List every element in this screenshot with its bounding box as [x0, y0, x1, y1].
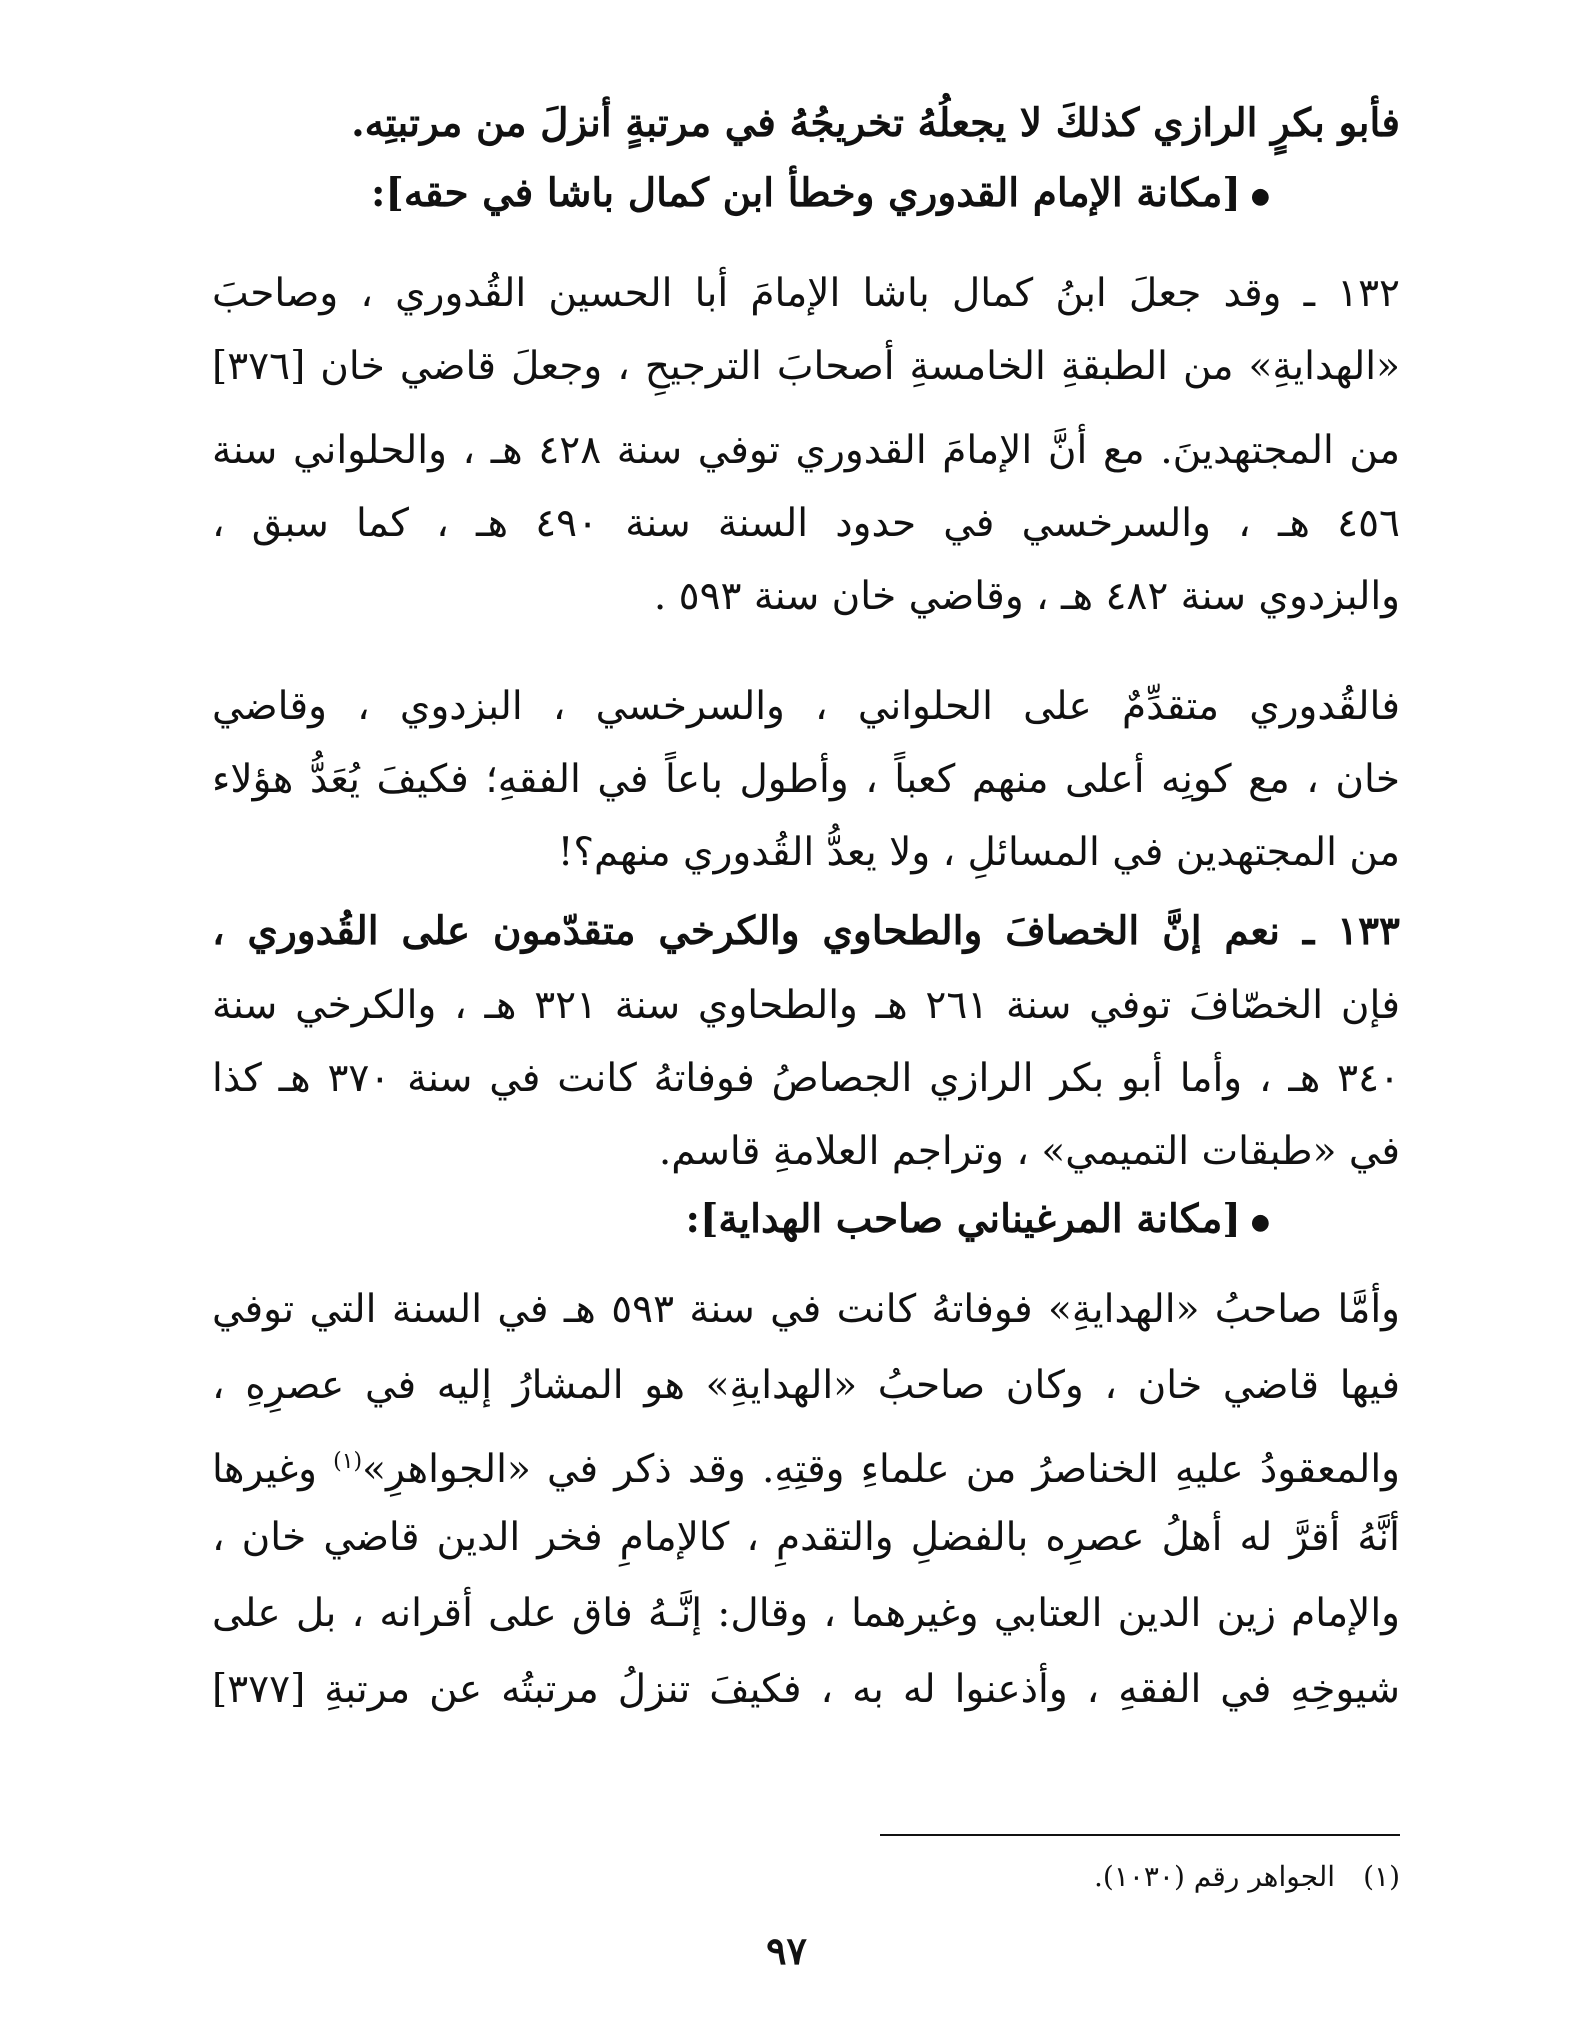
footnote-ref[interactable]: (١) — [333, 1449, 363, 1474]
text-line-17 — [212, 1347, 1400, 1424]
text-line-16 — [212, 1271, 1400, 1348]
section-heading-qudouri — [212, 155, 1270, 235]
text-line-19 — [212, 1499, 1400, 1576]
text-line-18 — [212, 1423, 1400, 1508]
line-text: خان ، مع كونِه أعلى منهم كعباً ، وأطول باعاً في الفقهِ؛ فكيفَ يُعَدُّ هؤلاء — [212, 757, 1400, 802]
line-text: شيوخِهِ في الفقهِ ، وأذعنوا له به ، فكيفَ تنزلُ مرتبتُه عن مرتبةِ [٣٧٧] — [212, 1667, 1400, 1712]
text-line-14 — [212, 1113, 1400, 1190]
text-line-13 — [212, 1040, 1400, 1117]
line-text: أنَّهُ أقرَّ له أهلُ عصرِه بالفضلِ والتقدمِ ، كالإمامِ فخر الدين قاضي خان ، — [212, 1515, 1400, 1560]
text-line-10 — [212, 814, 1400, 891]
text-line-7 — [212, 558, 1400, 635]
line-text: وأمَّا صاحبُ «الهدايةِ» فوفاتهُ كانت في سنة ٥٩٣ هـ في السنة التي توفي — [212, 1287, 1401, 1332]
line-text: فأبو بكرٍ الرازي كذلكَ لا يجعلُهُ تخريجُهُ في مرتبةٍ أنزلَ من مرتبتِه. — [351, 100, 1400, 146]
line-text: والمعقودُ عليهِ الخناصرُ من علماءِ وقتِهِ. وقد ذكر في «الجواهرِ» — [362, 1447, 1400, 1492]
footnote-divider — [880, 1834, 1400, 1836]
heading-text: [مكانة الإمام القدوري وخطأ ابن كمال باشا في حقه]: — [370, 170, 1241, 216]
line-text: من المجتهدين في المسائلِ ، ولا يعدُّ القُدوري منهم؟! — [557, 830, 1400, 875]
page-number: ٩٧ — [766, 1928, 807, 1973]
line-text: والإمام زين الدين العتابي وغيرهما ، وقال: إنَّـهُ فاق على أقرانه ، بل على — [212, 1591, 1400, 1636]
text-line-20 — [212, 1575, 1400, 1652]
line-text: ١٣٢ ـ وقد جعلَ ابنُ كمال باشا الإمامَ أبا الحسين القُدوري ، وصاحبَ — [212, 271, 1400, 316]
line-text-tail: وغيرها — [212, 1447, 334, 1492]
line-text: من المجتهدينَ. مع أنَّ الإمامَ القدوري توفي سنة ٤٢٨ هـ ، والحلواني سنة — [212, 428, 1400, 473]
line-text: فالقُدوري متقدِّمٌ على الحلواني ، والسرخسي ، البزدوي ، وقاضي — [212, 684, 1400, 729]
heading-text: [مكانة المرغيناني صاحب الهداية]: — [685, 1196, 1241, 1242]
footnote-text: الجواهر رقم (١٠٣٠). — [1093, 1860, 1336, 1893]
section-heading-marghinani — [212, 1181, 1270, 1261]
text-line-5 — [212, 412, 1400, 489]
bullet-icon: ● — [1250, 182, 1270, 209]
text-line-6 — [212, 485, 1400, 562]
line-text: فإن الخصّافَ توفي سنة ٢٦١ هـ والطحاوي سنة ٣٢١ هـ ، والكرخي سنة — [212, 983, 1400, 1028]
line-text: ١٣٣ ـ نعم إنَّ الخصافَ والطحاوي والكرخي متقدّمون على القُدوري ، — [212, 908, 1400, 954]
text-line-11 — [212, 893, 1400, 970]
bullet-icon: ● — [1250, 1208, 1270, 1235]
line-text: والبزدوي سنة ٤٨٢ هـ ، وقاضي خان سنة ٥٩٣ . — [653, 574, 1400, 619]
line-text: «الهدايةِ» من الطبقةِ الخامسةِ أصحابَ الترجيحِ ، وجعلَ قاضي خان [٣٧٦] — [212, 344, 1400, 389]
text-line-8 — [212, 668, 1400, 745]
footnote-mark: (١) — [1363, 1860, 1400, 1893]
footnote — [1094, 1860, 1400, 1893]
line-text: فيها قاضي خان ، وكان صاحبُ «الهدايةِ» هو المشارُ إليه في عصرِهِ ، — [212, 1363, 1400, 1408]
text-line-21 — [212, 1651, 1400, 1728]
line-text: ٣٤٠ هـ ، وأما أبو بكر الرازي الجصاصُ فوفاتهُ كانت في سنة ٣٧٠ هـ كذا — [212, 1056, 1400, 1101]
line-text: ٤٥٦ هـ ، والسرخسي في حدود السنة سنة ٤٩٠ هـ ، كما سبق ، — [212, 501, 1400, 546]
line-text: في «طبقات التميمي» ، وتراجم العلامةِ قاسم. — [658, 1129, 1400, 1174]
text-line-4 — [212, 328, 1400, 405]
text-line-1 — [212, 85, 1400, 162]
text-line-12 — [212, 967, 1400, 1044]
text-line-3 — [212, 255, 1400, 332]
text-line-9 — [212, 741, 1400, 818]
